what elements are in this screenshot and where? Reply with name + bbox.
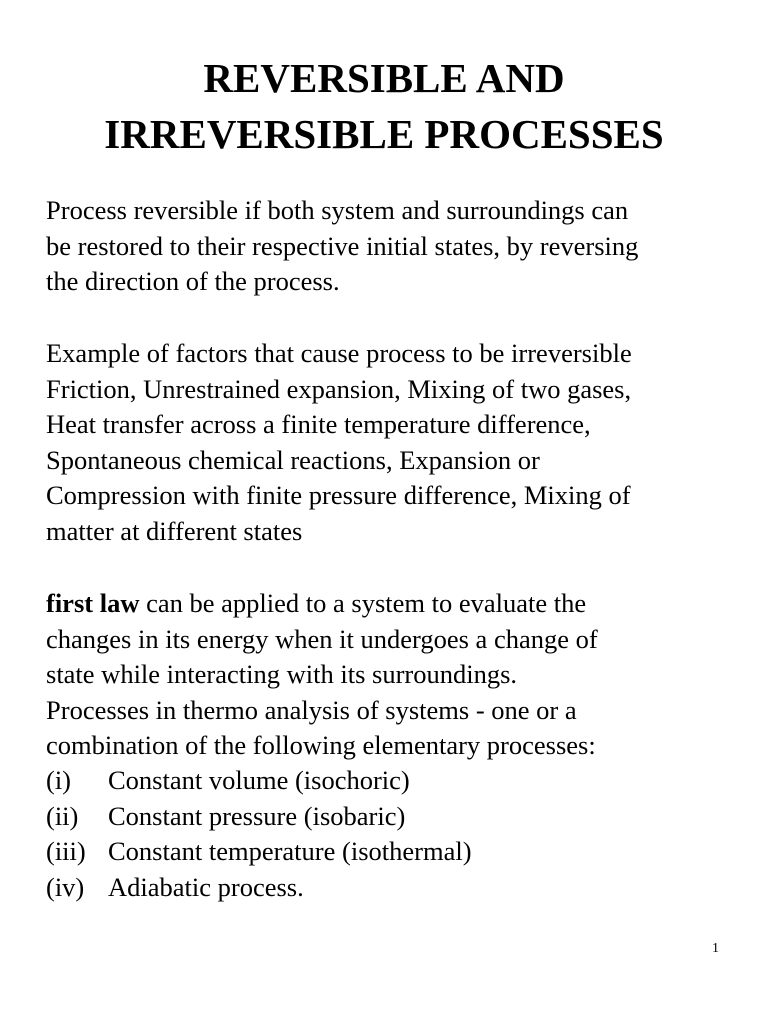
list-item-text: Constant temperature (isothermal): [108, 836, 472, 866]
list-item-number: (i): [46, 765, 72, 795]
page-number: 1: [712, 941, 719, 956]
first-law-term: first law: [46, 588, 140, 618]
text-line: state while interacting with its surroundings.: [46, 659, 518, 689]
text-line: the direction of the process.: [46, 266, 340, 296]
text-line: Friction, Unrestrained expansion, Mixing of two gases,: [46, 373, 632, 404]
list-item-text: Adiabatic process.: [108, 871, 304, 902]
first-law-paragraph: [46, 586, 746, 764]
text-line: changes in its energy when it undergoes a change of: [46, 623, 598, 654]
list-item-text: Constant pressure (isobaric): [108, 800, 406, 831]
list-item: [46, 870, 472, 906]
text-line: Compression with finite pressure difference, Mixing of: [46, 480, 631, 510]
list-item: [46, 799, 472, 835]
text-line: combination of the following elementary processes:: [46, 730, 596, 760]
list-item-text: Constant volume (isochoric): [108, 765, 410, 795]
irreversibility-factors-paragraph: [46, 336, 746, 549]
text-line: [46, 586, 746, 622]
text-line: Process reversible if both system and surroundings can: [46, 195, 629, 225]
title-line-2: IRREVERSIBLE PROCESSES: [104, 111, 664, 157]
list-item-number: (iv): [46, 871, 85, 902]
list-item-number: (ii): [46, 800, 79, 831]
text-line: be restored to their respective initial states, by reversing: [46, 230, 639, 261]
list-item: [46, 763, 472, 799]
text-line: matter at different states: [46, 515, 303, 546]
reversible-definition-paragraph: [46, 193, 746, 300]
text-line: Example of factors that cause process to be irreversible: [46, 338, 632, 368]
list-item-number: (iii): [46, 836, 86, 866]
text-line: Spontaneous chemical reactions, Expansion or: [46, 444, 540, 475]
text-fragment: can be applied to a system to evaluate the: [139, 588, 587, 618]
elementary-process-list: [46, 763, 472, 905]
title-line-1: REVERSIBLE AND: [203, 55, 565, 101]
list-item: [46, 834, 472, 870]
text-line: Heat transfer across a finite temperature difference,: [46, 409, 591, 439]
page-title: [0, 50, 768, 162]
text-line: Processes in thermo analysis of systems - one or a: [46, 694, 577, 725]
